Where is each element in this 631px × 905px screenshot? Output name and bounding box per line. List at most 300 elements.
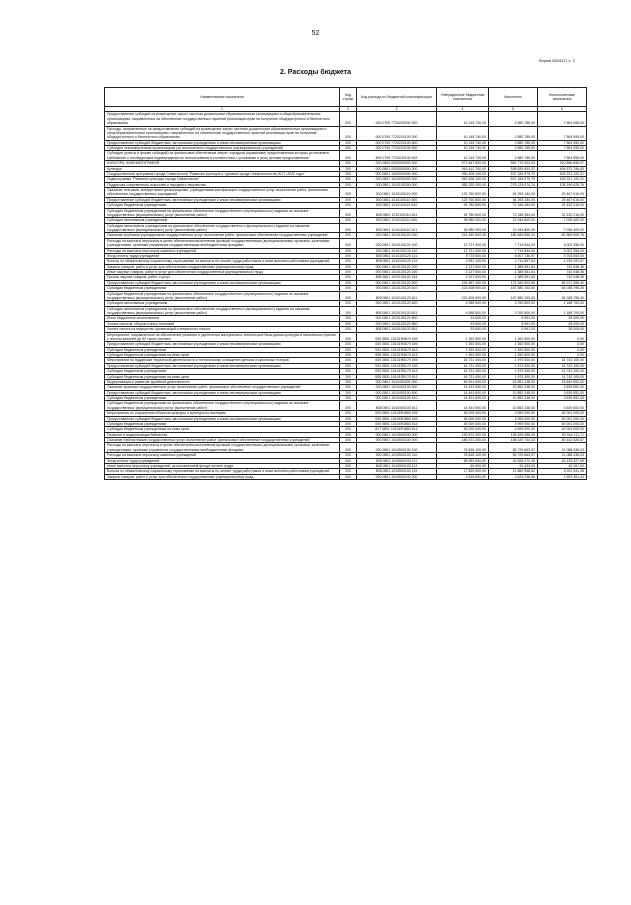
cell-approved: 4 958 500,00 (437, 301, 489, 306)
cell-name: Развитие и модернизация библиотек (105, 432, 340, 437)
cell-unexecuted: 50 142 526,67 (538, 438, 587, 443)
cell-budget-code: 000 0801 0000000000 000 (357, 166, 437, 171)
cell-approved: 14 491 600,00 (437, 390, 489, 395)
cell-line-code: 200 (340, 463, 357, 468)
cell-executed: 7 719 544,00 (489, 238, 538, 248)
cell-budget-code: 817 0801 10104R1860 612 (357, 427, 437, 432)
header-row (105, 88, 587, 107)
cell-budget-code: 000 0801 1010400100 000 (357, 385, 437, 390)
cell-unexecuted: 410 896 896,97 (538, 161, 587, 166)
cell-unexecuted: 22 432 216,00 (538, 208, 587, 218)
table-row (105, 248, 587, 253)
table-row (105, 443, 587, 453)
cell-executed: 1 392 500,00 (489, 342, 538, 347)
cell-line-code: 200 (340, 332, 357, 342)
cell-unexecuted: 28 009,00 (538, 316, 587, 321)
column-number: 3 (357, 107, 437, 112)
table-row (105, 306, 587, 316)
cell-executed: 2 580 785,00 (489, 126, 538, 140)
cell-line-code: 200 (340, 390, 357, 395)
cell-executed: 94 293 184,00 (489, 197, 538, 202)
table-row (105, 264, 587, 269)
cell-approved: 10 145 740,00 (437, 112, 489, 126)
cell-executed: 167 580 103,60 (489, 291, 538, 301)
cell-executed: 171 349 903,60 (489, 280, 538, 285)
cell-name: Мероприятия по поддержке творческой деятельности и техническому оснащению детских и кукольных театров (105, 358, 340, 363)
cell-budget-code: 808 0801 10101R4670 612 (357, 353, 437, 358)
cell-unexecuted: 40 001 000,00 (538, 411, 587, 416)
cell-approved: 33 600,00 (437, 321, 489, 326)
table-row (105, 438, 587, 443)
cell-budget-code: 000 0801 10101R5170 610 (357, 369, 437, 374)
cell-line-code: 200 (340, 248, 357, 253)
cell-executed: 3 769 800,00 (489, 306, 538, 316)
cell-executed: 5 591,00 (489, 327, 538, 332)
cell-budget-code: 808 0801 1010500100 119 (357, 469, 437, 474)
table-row (105, 171, 587, 176)
cell-approved: 16 721 400,00 (437, 374, 489, 379)
expenses-table (104, 87, 587, 480)
cell-approved: 45 000 000,00 (437, 421, 489, 426)
cell-budget-code: 808 0801 1010500100 112 (357, 463, 437, 468)
cell-approved: 221 608 900,00 (437, 291, 489, 301)
table-row (105, 208, 587, 218)
cell-line-code: 200 (340, 161, 357, 166)
cell-name: Уплата налога на имущество организаций и земельного налога (105, 327, 340, 332)
cell-executed: 562 770 903,03 (489, 161, 538, 166)
cell-executed: 2 580 785,00 (489, 140, 538, 145)
cell-name: Субсидии бюджетным учреждениям на иные цели (105, 427, 340, 432)
table-row (105, 291, 587, 301)
table-row (105, 238, 587, 248)
cell-budget-code: 000 0801 10101R4670 610 (357, 347, 437, 352)
cell-unexecuted: 3 639 552,00 (538, 396, 587, 401)
cell-approved: 940 406 100,00 (437, 171, 489, 176)
table-row (105, 126, 587, 140)
cell-line-code: 200 (340, 280, 357, 285)
cell-unexecuted: 60 989 909,76 (538, 233, 587, 238)
cell-line-code: 200 (340, 438, 357, 443)
table-row (105, 453, 587, 458)
cell-name: Предоставление субсидий бюджетным, автономным учреждениям и иным некоммерческим организациям (105, 363, 340, 368)
cell-executed: 278 125 574,24 (489, 182, 538, 187)
cell-line-code: 200 (340, 151, 357, 161)
table-row (105, 469, 587, 474)
cell-budget-code: 000 0709 7720220100 630 (357, 146, 437, 151)
cell-approved: 4 518 600,00 (437, 474, 489, 479)
cell-budget-code: 000 0801 1010100120 620 (357, 301, 437, 306)
cell-line-code: 200 (340, 347, 357, 352)
cell-line-code: 200 (340, 208, 357, 218)
table-row (105, 401, 587, 411)
cell-unexecuted: 4 922 941,38 (538, 469, 587, 474)
cell-name: Субсидии бюджетным учреждениям на финансовое обеспечение государственного (муниципального) задания на оказание государственных (муниципальных) услуг (выполнение работ) (105, 208, 340, 218)
cell-approved: 241 450 500,00 (437, 233, 489, 238)
cell-approved: 45 000 000,00 (437, 416, 489, 421)
cell-executed: 7 719 544,00 (489, 248, 538, 253)
cell-unexecuted: 7 564 955,00 (538, 112, 587, 126)
table-row (105, 280, 587, 285)
cell-approved: 14 491 600,00 (437, 385, 489, 390)
cell-budget-code: 808 0801 1010100110 621 (357, 223, 437, 233)
cell-name: Оказание музеями государственных услуг, выполнение работ, финансовое обеспечение государственных учреждений (105, 385, 340, 390)
cell-line-code: 200 (340, 369, 357, 374)
cell-executed: 537 184 979,79 (489, 171, 538, 176)
cell-executed: 72 348 384,00 (489, 203, 538, 208)
cell-approved: 12 721 900,00 (437, 248, 489, 253)
cell-name: Закупка товаров, работ и услуг для обеспечения государственных (муниципальных) нужд (105, 474, 340, 479)
cell-approved: 33 600,00 (437, 327, 489, 332)
table-row (105, 411, 587, 416)
table-row (105, 140, 587, 145)
cell-approved: 10 145 740,00 (437, 140, 489, 145)
table-row (105, 358, 587, 363)
cell-name: Расходы на выплаты персоналу в целях обеспечения выполнения функций государственными (муниципальными) органами, казенными учреждениями, органами управления государственными внебюджетными фондами (105, 443, 340, 453)
cell-approved: 28 980 200,00 (437, 218, 489, 223)
cell-executed: 94 293 184,00 (489, 188, 538, 198)
cell-unexecuted: 28 009,00 (538, 321, 587, 326)
table-row (105, 151, 587, 161)
cell-unexecuted: 0,00 (538, 332, 587, 342)
cell-line-code: 200 (340, 416, 357, 421)
cell-executed: 55 729 663,97 (489, 453, 538, 458)
table-row (105, 427, 587, 432)
cell-unexecuted: 3 763 063,03 (538, 253, 587, 258)
cell-unexecuted: 7 564 955,00 (538, 140, 587, 145)
table-body (105, 112, 587, 480)
cell-executed: 537 184 979,79 (489, 177, 538, 182)
header-approved: Утвержденные бюджетные назначения (437, 88, 489, 107)
cell-name: Субсидии автономным учреждениям (105, 218, 340, 223)
cell-unexecuted: 7 564 955,00 (538, 151, 587, 161)
cell-executed: 10 852 248,00 (489, 401, 538, 411)
cell-unexecuted: 742 048,36 (538, 270, 587, 275)
cell-unexecuted: 3 639 552,00 (538, 401, 587, 411)
cell-line-code: 200 (340, 353, 357, 358)
cell-approved: 1 392 500,00 (437, 332, 489, 342)
cell-name: Оказание театрами, концертными организациями, учреждениями кинофикации государственных услуг, выполнение работ, финансовое обеспечение государственных учреждений (105, 188, 340, 198)
cell-line-code: 200 (340, 443, 357, 453)
cell-approved: 383 325 200,00 (437, 182, 489, 187)
cell-name: Государственная программа города Севастополя "Развитие культуры и туризма города Севастополя на 2017–2022 годы" (105, 171, 340, 176)
cell-name: Прочая закупка товаров, работ и услуг (105, 275, 340, 280)
cell-name: Мероприятия, направленные на обеспечение развития и укрепления материально-технической базы домов культуры в населенных пунктах с числом жителей до 50 тысяч человек (105, 332, 340, 342)
cell-budget-code: 808 0801 1010400100 611 (357, 401, 437, 411)
cell-unexecuted: 3 639 552,00 (538, 390, 587, 395)
cell-approved: 16 721 400,00 (437, 369, 489, 374)
cell-unexecuted: 7 564 955,00 (538, 126, 587, 140)
cell-unexecuted: 55 217 496,40 (538, 280, 587, 285)
cell-budget-code: 000 0801 1010400100 600 (357, 390, 437, 395)
cell-name: Расходы на выплаты персоналу казенных учреждений (105, 248, 340, 253)
cell-budget-code: 808 0801 1010100120 244 (357, 275, 437, 280)
cell-line-code: 200 (340, 177, 357, 182)
cell-budget-code: 808 0801 1010100120 621 (357, 306, 437, 316)
cell-approved: 1 392 500,00 (437, 347, 489, 352)
column-number: 2 (340, 107, 357, 112)
cell-name: Оказание библиотеками государственных услуг, выполнение работ, финансовое обеспечение государственных учреждений (105, 438, 340, 443)
cell-budget-code: 000 0801 10104R1860 600 (357, 416, 437, 421)
cell-name: Расходы, направленные на предоставление субсидий на возмещение затрат частным дошкольным образовательным организациям и общеобразовательным организациям, направленных на обеспечение государственных гарантий реализации прав на получение общедоступного и бесплатного образования (105, 126, 340, 140)
cell-approved: 4 958 500,00 (437, 306, 489, 316)
cell-approved: 943 412 700,00 (437, 166, 489, 171)
page-number: 52 (311, 30, 320, 37)
cell-approved: 16 721 400,00 (437, 363, 489, 368)
cell-unexecuted: 0,00 (538, 353, 587, 358)
cell-unexecuted: 1 188 700,00 (538, 306, 587, 316)
cell-budget-code: 000 0801 1010000000 000 (357, 177, 437, 182)
cell-approved: 973 667 800,00 (437, 161, 489, 166)
cell-budget-code: 808 0801 1010100120 851 (357, 327, 437, 332)
form-code: Форма 0503117 с. 2 (538, 58, 575, 63)
table-row (105, 182, 587, 187)
cell-budget-code: 000 0801 1000000000 000 (357, 171, 437, 176)
cell-name: Предоставление субсидий бюджетным, автономным учреждениям и иным некоммерческим организациям (105, 342, 340, 347)
cell-name: Взносы по обязательному социальному страхованию на выплаты по оплате труда работников и иные выплаты работникам учреждений (105, 259, 340, 264)
cell-line-code: 200 (340, 188, 357, 198)
cell-line-code: 200 (340, 421, 357, 426)
cell-unexecuted: 403 221 120,21 (538, 177, 587, 182)
cell-budget-code: 000 0801 10101R5170 000 (357, 358, 437, 363)
cell-line-code: 200 (340, 385, 357, 390)
cell-name: Субсидии некоммерческим организациям (за исключением государственных (муниципальных) учреждений) (105, 146, 340, 151)
cell-executed: 72 348 384,00 (489, 208, 538, 218)
cell-budget-code: 000 0801 1010100120 850 (357, 321, 437, 326)
cell-line-code: 200 (340, 401, 357, 411)
cell-executed: 1 385 551,64 (489, 264, 538, 269)
cell-unexecuted: 14 742 100,00 (538, 358, 587, 363)
section-title: 2. Расходы бюджета (280, 69, 351, 76)
cell-budget-code: 000 0801 1010100110 610 (357, 203, 437, 208)
cell-unexecuted: 54 028 796,40 (538, 291, 587, 301)
cell-line-code: 200 (340, 146, 357, 151)
table-row (105, 363, 587, 368)
cell-executed: 1 979 300,00 (489, 358, 538, 363)
cell-approved: 59 491 600,00 (437, 379, 489, 384)
cell-executed: 2 825 238,56 (489, 474, 538, 479)
cell-unexecuted: 5 002 356,00 (538, 248, 587, 253)
cell-line-code: 200 (340, 171, 357, 176)
cell-approved: 2 127 600,00 (437, 275, 489, 280)
cell-executed: 2 580 785,00 (489, 112, 538, 126)
table-row (105, 379, 587, 384)
table-row (105, 390, 587, 395)
column-number: 4 (437, 107, 489, 112)
table-row (105, 188, 587, 198)
cell-approved: 14 491 600,00 (437, 396, 489, 401)
cell-unexecuted: 21 088 436,03 (538, 453, 587, 458)
cell-executed: 4 999 000,00 (489, 427, 538, 432)
table-row (105, 112, 587, 126)
table-row (105, 259, 587, 264)
cell-executed: 5 591,00 (489, 321, 538, 326)
cell-executed: 4 999 000,00 (489, 421, 538, 426)
cell-line-code: 200 (340, 197, 357, 202)
cell-budget-code: 000 0709 7720220100 000 (357, 126, 437, 140)
cell-line-code: 200 (340, 453, 357, 458)
cell-executed: 1 385 551,64 (489, 275, 538, 280)
cell-executed: 15 851 248,00 (489, 379, 538, 384)
cell-line-code: 200 (340, 259, 357, 264)
cell-name: Субсидии бюджетным учреждениям на финансовое обеспечение государственного (муниципального) задания на оказание государственных (муниципальных) услуг (выполнение работ) (105, 401, 340, 411)
cell-budget-code: 000 0801 1010100110 000 (357, 188, 437, 198)
cell-budget-code: 000 0801 1010500100 000 (357, 438, 437, 443)
cell-name: Субсидии автономным учреждениям (105, 301, 340, 306)
cell-approved: 226 567 400,00 (437, 280, 489, 285)
column-number: 5 (489, 107, 538, 112)
cell-unexecuted: 7 035 400,00 (538, 223, 587, 233)
cell-executed: 1 979 300,00 (489, 363, 538, 368)
cell-executed: 167 580 103,60 (489, 286, 538, 291)
table-row (105, 342, 587, 347)
cell-budget-code: 000 0709 7720200000 000 (357, 112, 437, 126)
cell-unexecuted: 22 432 216,00 (538, 203, 587, 208)
cell-approved: 123 760 800,00 (437, 188, 489, 198)
cell-line-code: 200 (340, 223, 357, 233)
cell-budget-code: 000 0801 1010400100 610 (357, 396, 437, 401)
column-number: 6 (538, 107, 587, 112)
cell-executed: 1 392 500,00 (489, 332, 538, 342)
cell-executed: 42 828 272,35 (489, 458, 538, 463)
cell-approved: 14 491 600,00 (437, 401, 489, 411)
cell-name: Поддержка современного искусства и народного творчества (105, 182, 340, 187)
cell-unexecuted: 0,00 (538, 347, 587, 352)
cell-unexecuted: 14 742 100,00 (538, 363, 587, 368)
cell-line-code: 200 (340, 253, 357, 258)
cell-name: Взносы по обязательному социальному страхованию на выплаты по оплате труда работников и иные выплаты работникам учреждений (105, 469, 340, 474)
cell-line-code: 200 (340, 358, 357, 363)
cell-unexecuted: 0,00 (538, 342, 587, 347)
cell-unexecuted: 14 742 100,00 (538, 374, 587, 379)
cell-unexecuted: 1 693 361,44 (538, 474, 587, 479)
cell-approved: 45 000 000,00 (437, 427, 489, 432)
cell-approved: 2 127 600,00 (437, 270, 489, 275)
cell-unexecuted: 742 048,36 (538, 275, 587, 280)
cell-name: Субсидии (гранты в форме субсидий) на финансовое обеспечение затрат, порядком (правилами) предоставления которых установлено требование о последующем подтверждении их использования в соответствии с условиями и (или) целями предоставления (105, 151, 340, 161)
cell-executed: 55 729 663,97 (489, 443, 538, 453)
cell-line-code: 200 (340, 286, 357, 291)
cell-line-code: 200 (340, 301, 357, 306)
table-row (105, 197, 587, 202)
cell-executed: 12 880 958,62 (489, 469, 538, 474)
table-row (105, 332, 587, 342)
cell-name: Предоставление субсидий бюджетным, автономным учреждениям и иным некоммерческим организациям (105, 280, 340, 285)
cell-name: Уплата налогов, сборов и иных платежей (105, 321, 340, 326)
cell-line-code: 200 (340, 306, 357, 316)
cell-executed: 4 999 000,00 (489, 411, 538, 416)
cell-name: Модернизация и развитие музейной деятельности (105, 379, 340, 384)
cell-approved: 76 818 100,00 (437, 453, 489, 458)
cell-executed: 1 392 500,00 (489, 347, 538, 352)
cell-approved: 10 145 740,00 (437, 151, 489, 161)
cell-unexecuted: 105 199 625,76 (538, 182, 587, 187)
cell-line-code: 200 (340, 238, 357, 248)
cell-executed: 1 979 300,00 (489, 374, 538, 379)
cell-unexecuted: 21 088 436,03 (538, 443, 587, 453)
header-unexecuted: Неисполненные назначения (538, 88, 587, 107)
table-row (105, 474, 587, 479)
cell-approved: 2 951 100,00 (437, 259, 489, 264)
header-executed: Исполнено (489, 88, 538, 107)
cell-approved: 94 780 600,00 (437, 208, 489, 218)
cell-budget-code: 000 0801 10101R4670 000 (357, 332, 437, 342)
cell-budget-code: 000 0801 1010100110 600 (357, 197, 437, 202)
cell-line-code: 200 (340, 316, 357, 321)
cell-executed: 21 944 800,00 (489, 223, 538, 233)
cell-budget-code: 000 0801 10101R4670 600 (357, 342, 437, 347)
cell-line-code: 200 (340, 411, 357, 416)
cell-line-code: 200 (340, 275, 357, 280)
header-bcode: Код расхода по бюджетной классификации (357, 88, 437, 107)
cell-name: Мероприятия по сохранению объектов культуры и культурного наследия (105, 411, 340, 416)
cell-budget-code: 000 0801 10104R1860 000 (357, 411, 437, 416)
cell-unexecuted: 29 467 616,00 (538, 188, 587, 198)
cell-approved: 17 803 900,00 (437, 469, 489, 474)
cell-unexecuted: 5 002 356,00 (538, 238, 587, 248)
table-row (105, 416, 587, 421)
column-number: 1 (105, 107, 340, 112)
cell-budget-code: 000 0801 1010100120 600 (357, 280, 437, 285)
cell-budget-code: 000 0801 1010100120 100 (357, 238, 437, 248)
cell-budget-code: 000 0801 10104R1860 610 (357, 421, 437, 426)
cell-unexecuted: 1 188 700,00 (538, 301, 587, 306)
cell-name: Иные бюджетные ассигнования (105, 316, 340, 321)
cell-unexecuted: 3 639 552,00 (538, 385, 587, 390)
cell-name: Субсидии бюджетным учреждениям на иные цели (105, 374, 340, 379)
cell-approved: 10 145 740,00 (437, 126, 489, 140)
cell-approved: 1 392 500,00 (437, 353, 489, 358)
cell-budget-code: 000 0801 1010500100 100 (357, 443, 437, 453)
cell-name: Предоставление субсидий бюджетным, автономным учреждениям и иным некоммерческим организациям (105, 390, 340, 395)
cell-budget-code: 000 0801 1010500100 200 (357, 474, 437, 479)
cell-name: Иные закупки товаров, работ и услуг для обеспечения государственных (муниципальных) нужд (105, 270, 340, 275)
cell-unexecuted: 404 572 796,63 (538, 166, 587, 171)
cell-budget-code: 808 0801 10101R5170 612 (357, 374, 437, 379)
cell-unexecuted: 28 009,00 (538, 327, 587, 332)
cell-line-code: 200 (340, 112, 357, 126)
cell-approved: 12 721 900,00 (437, 238, 489, 248)
header-name: Наименование показателя (105, 88, 340, 107)
cell-name: Иные выплаты персоналу учреждений, за исключением фонда оплаты труда (105, 463, 340, 468)
cell-budget-code: 000 0801 1010500100 110 (357, 453, 437, 458)
cell-line-code: 200 (340, 203, 357, 208)
cell-approved: 1 392 500,00 (437, 342, 489, 347)
cell-budget-code: 000 0801 1010100120 110 (357, 248, 437, 253)
cell-approved: 2 127 600,00 (437, 264, 489, 269)
table-row (105, 223, 587, 233)
cell-line-code: 200 (340, 469, 357, 474)
cell-approved: 10 145 740,00 (437, 146, 489, 151)
cell-name: Предоставление субсидий на возмещение затрат частным дошкольным образовательным организациям и общеобразовательным организациям, направленных на обеспечение государственных гарантий реализации прав на получение общедоступного и бесплатного образования (105, 112, 340, 126)
table-row (105, 177, 587, 182)
table-row (105, 385, 587, 390)
cell-name: Расходы на выплаты персоналу казенных учреждений (105, 453, 340, 458)
cell-line-code: 200 (340, 342, 357, 347)
cell-line-code: 200 (340, 270, 357, 275)
cell-line-code: 200 (340, 432, 357, 437)
cell-line-code: 200 (340, 321, 357, 326)
cell-line-code: 200 (340, 126, 357, 140)
cell-line-code: 200 (340, 327, 357, 332)
cell-budget-code: 000 0801 1010100120 800 (357, 316, 437, 321)
cell-line-code: 200 (340, 182, 357, 187)
cell-unexecuted: 7 564 955,00 (538, 146, 587, 151)
cell-budget-code: 808 0801 1010500100 111 (357, 458, 437, 463)
cell-approved: 28 980 200,00 (437, 223, 489, 233)
cell-name: Фонд оплаты труда учреждений (105, 253, 340, 258)
cell-budget-code: 000 0801 1010100120 240 (357, 270, 437, 275)
cell-line-code: 200 (340, 218, 357, 223)
